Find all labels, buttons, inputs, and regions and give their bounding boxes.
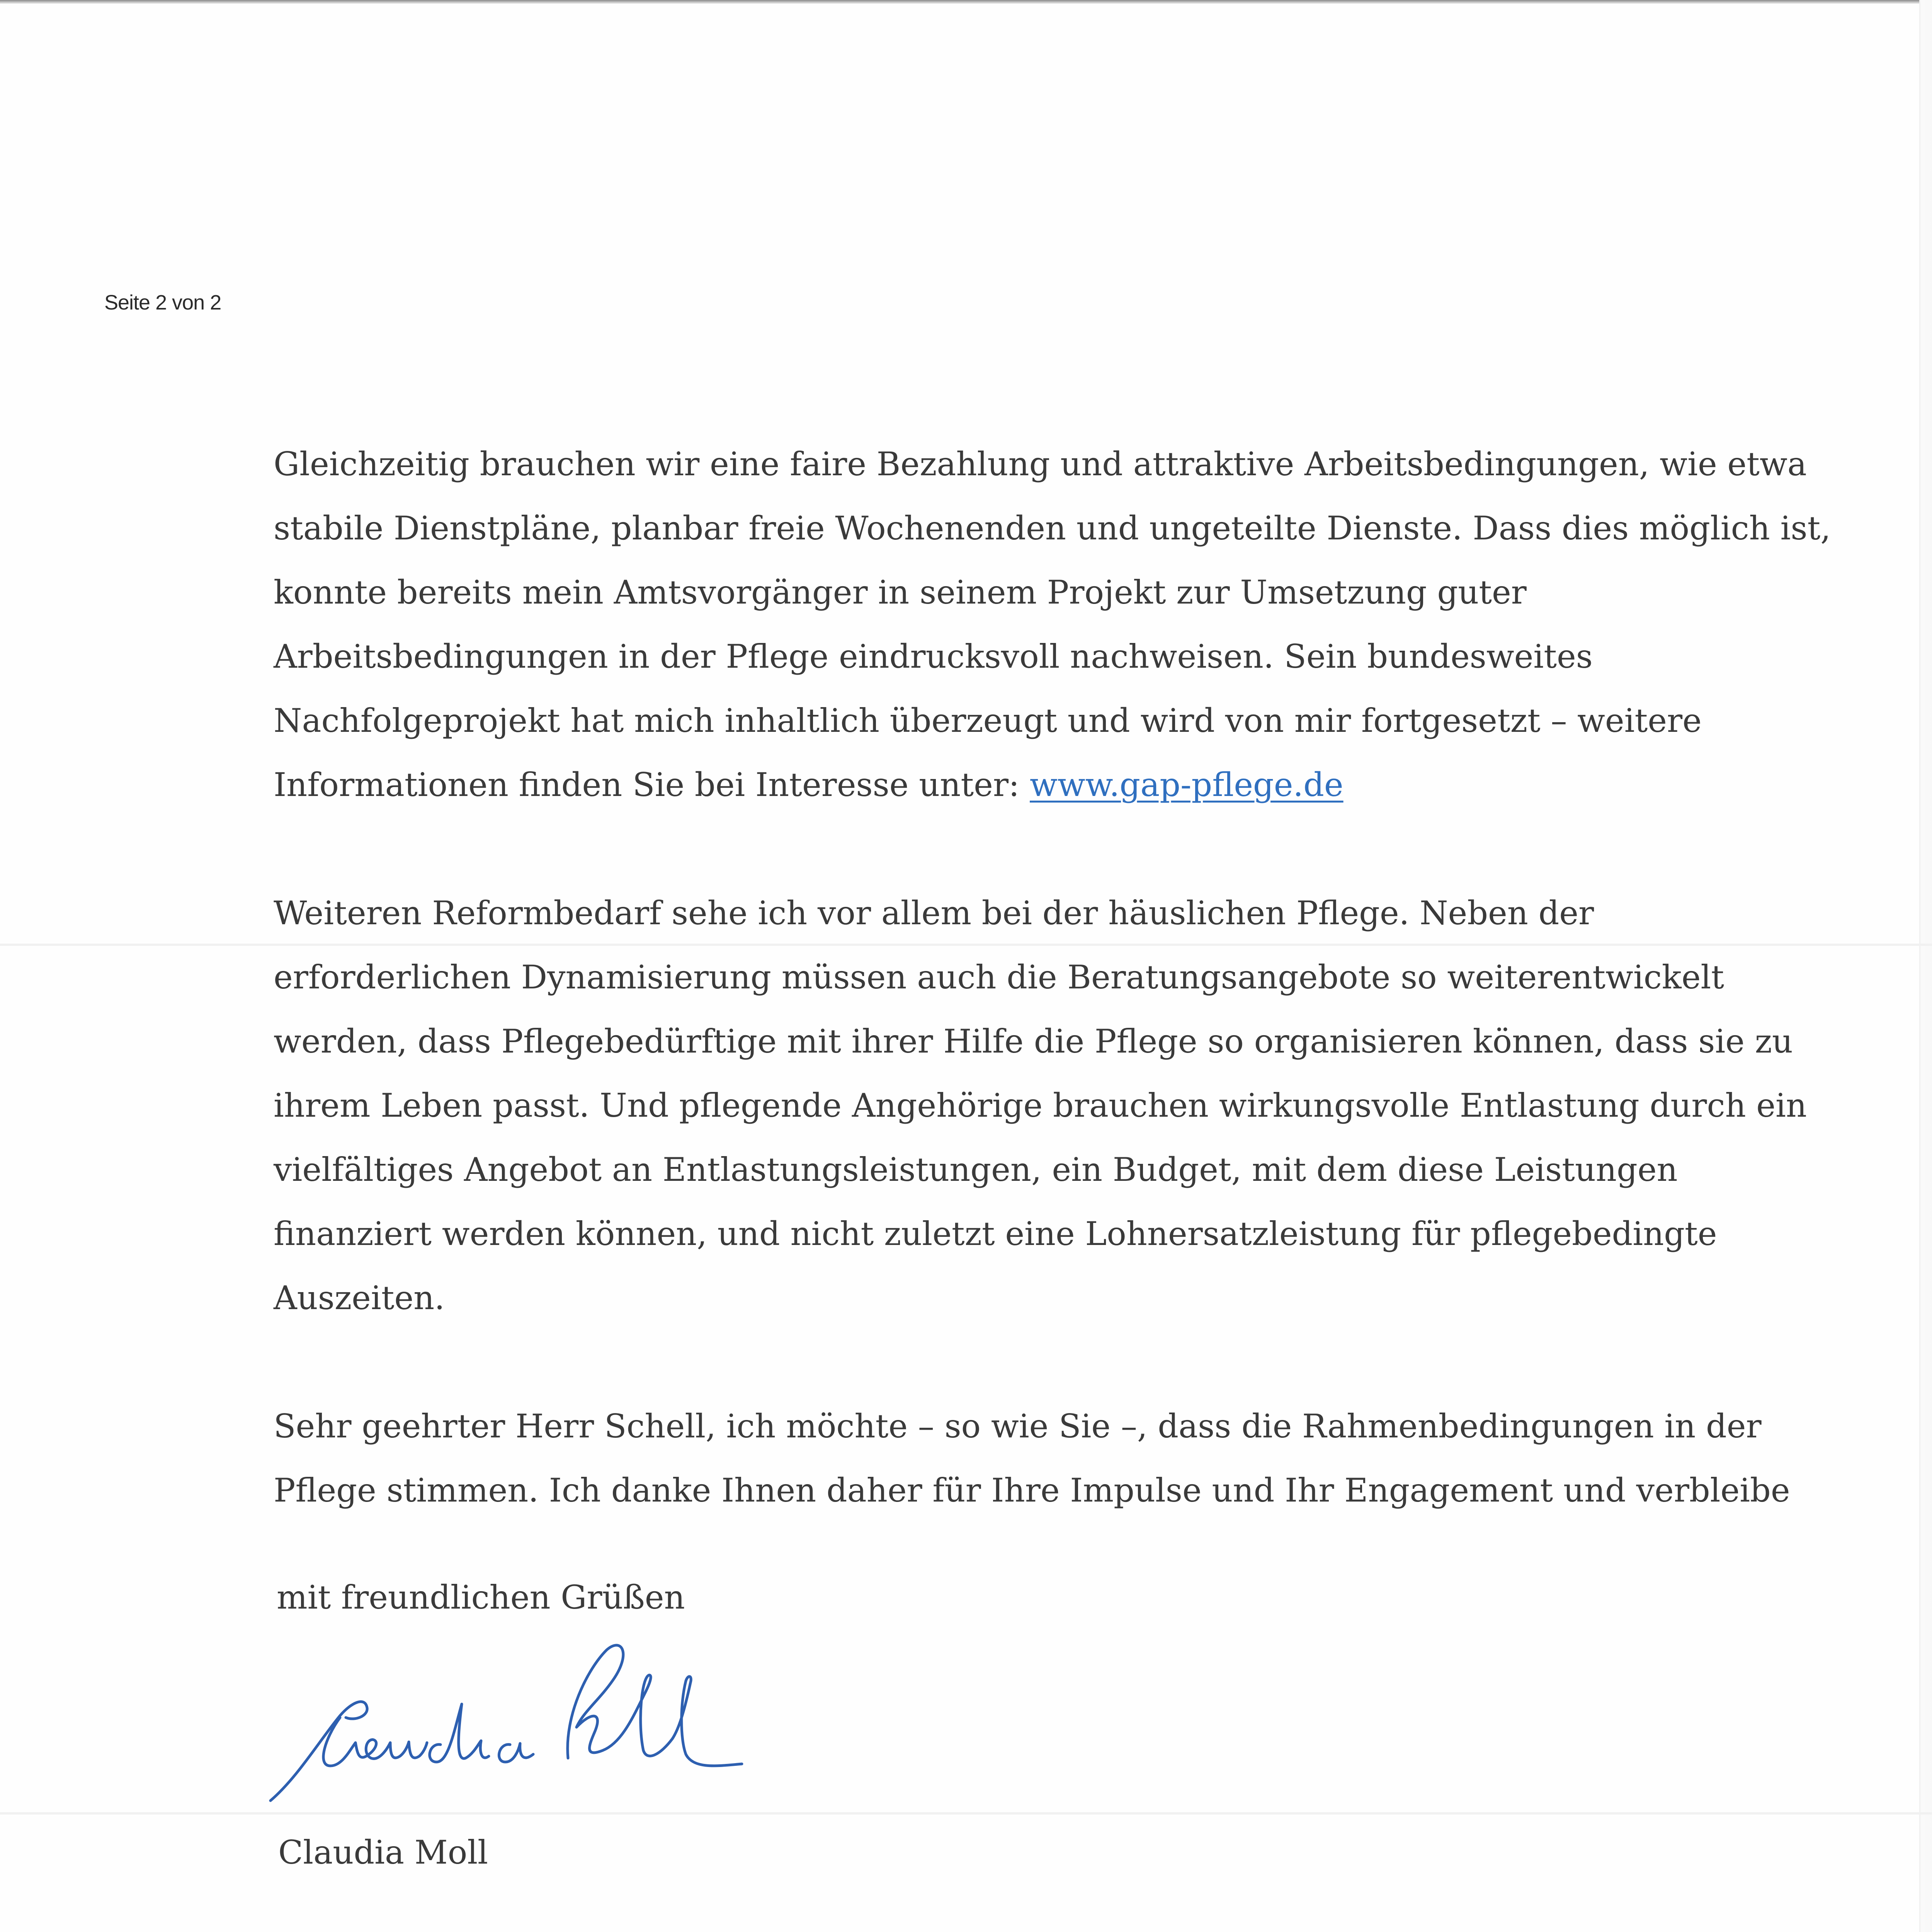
text-line: ihrem Leben passt. Und pflegende Angehörige brauchen wirkungsvolle Entlastung durch ein	[274, 1087, 1807, 1124]
closing-salutation: mit freundlichen Grüßen	[277, 1578, 685, 1616]
text-line: Pflege stimmen. Ich danke Ihnen daher für Ihre Impulse und Ihr Engagement und verbleibe	[274, 1471, 1790, 1509]
scan-top-edge	[0, 0, 1932, 4]
signer-name: Claudia Moll	[278, 1833, 488, 1871]
text-line: erforderlichen Dynamisierung müssen auch die Beratungsangebote so weiterentwickelt	[274, 958, 1725, 996]
handwritten-signature	[263, 1638, 750, 1812]
text-line-with-link	[274, 753, 1742, 817]
text-line: Sehr geehrter Herr Schell, ich möchte – so wie Sie –, dass die Rahmenbedingungen in der	[274, 1407, 1762, 1445]
paper-fold-line	[0, 1812, 1932, 1815]
paragraph-1	[274, 432, 1831, 817]
text-line: Weiteren Reformbedarf sehe ich vor allem bei der häuslichen Pflege. Neben der	[274, 894, 1594, 932]
scan-right-edge	[1919, 0, 1932, 1932]
text-line: finanziert werden können, und nicht zuletzt eine Lohnersatzleistung für pflegebedingte	[274, 1215, 1717, 1253]
text-line: vielfältiges Angebot an Entlastungsleistungen, ein Budget, mit dem diese Leistungen	[274, 1151, 1678, 1189]
text-line: Nachfolgeprojekt hat mich inhaltlich überzeugt und wird von mir fortgesetzt – weitere	[274, 702, 1702, 740]
website-link[interactable]: www.gap-pflege.de	[1029, 766, 1344, 804]
letter-body	[274, 432, 1831, 1587]
text-line: Gleichzeitig brauchen wir eine faire Bezahlung und attraktive Arbeitsbedingungen, wie etwa	[274, 445, 1807, 483]
text-line: Arbeitsbedingungen in der Pflege eindrucksvoll nachweisen. Sein bundesweites	[274, 638, 1593, 675]
signature-stroke	[568, 1645, 742, 1766]
signature-stroke	[270, 1702, 533, 1801]
paragraph-2	[274, 881, 1807, 1330]
text-line: konnte bereits mein Amtsvorgänger in seinem Projekt zur Umsetzung guter	[274, 573, 1527, 611]
text-line: werden, dass Pflegebedürftige mit ihrer Hilfe die Pflege so organisieren können, dass sie zu	[274, 1022, 1793, 1060]
text-line: stabile Dienstpläne, planbar freie Wochenenden und ungeteilte Dienste. Dass dies möglich ist,	[274, 509, 1831, 547]
text-line: Informationen finden Sie bei Interesse unter:	[274, 766, 1030, 804]
text-line: Auszeiten.	[274, 1279, 445, 1317]
page-number: Seite 2 von 2	[104, 291, 221, 314]
paragraph-3	[274, 1394, 1790, 1522]
